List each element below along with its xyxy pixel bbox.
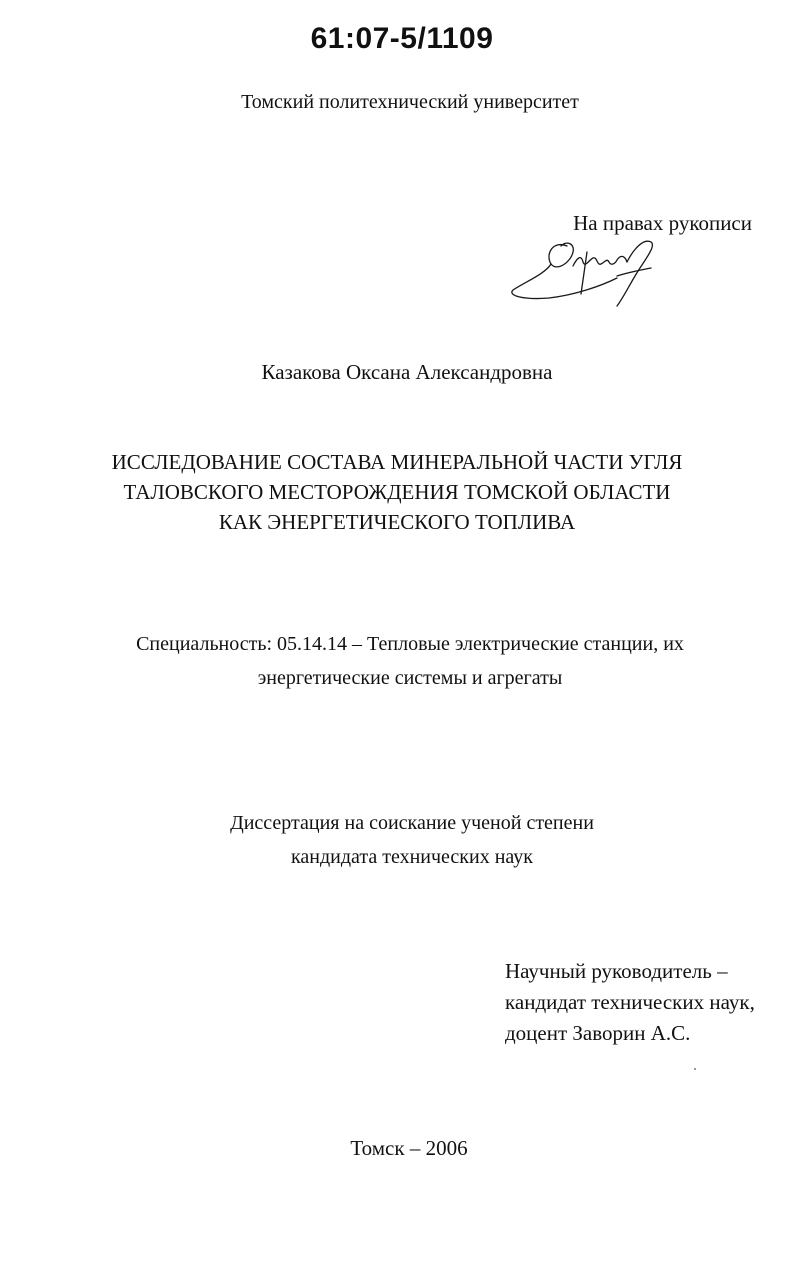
handwritten-signature-icon — [505, 232, 665, 312]
degree-block — [0, 806, 794, 874]
title-line: ИССЛЕДОВАНИЕ СОСТАВА МИНЕРАЛЬНОЙ ЧАСТИ УГЛЯ — [111, 450, 683, 474]
supervisor-line: кандидат технических наук, — [505, 990, 755, 1014]
city-year: Томск – 2006 — [350, 1136, 468, 1160]
specialty-line: энергетические системы и агрегаты — [257, 667, 563, 689]
degree-line: кандидата технических наук — [290, 846, 534, 868]
supervisor-line: Научный руководитель – — [505, 959, 728, 983]
scan-speck — [694, 1068, 696, 1070]
author-name: Казакова Оксана Александровна — [261, 360, 553, 384]
specialty-line: Специальность: 05.14.14 – Тепловые электрические станции, их — [136, 633, 684, 655]
catalog-code: 61:07-5/1109 — [310, 22, 494, 55]
supervisor-line: доцент Заворин А.С. — [505, 1021, 691, 1045]
title-line: ТАЛОВСКОГО МЕСТОРОЖДЕНИЯ ТОМСКОЙ ОБЛАСТИ — [123, 480, 671, 504]
title-line: КАК ЭНЕРГЕТИЧЕСКОГО ТОПЛИВА — [218, 510, 576, 534]
degree-line: Диссертация на соискание ученой степени — [230, 812, 594, 834]
specialty-block — [0, 627, 794, 695]
rights-note: На правах рукописи — [573, 211, 752, 235]
supervisor-block — [505, 956, 755, 1049]
dissertation-title — [0, 447, 794, 537]
university-name: Томский политехнический университет — [241, 91, 579, 113]
